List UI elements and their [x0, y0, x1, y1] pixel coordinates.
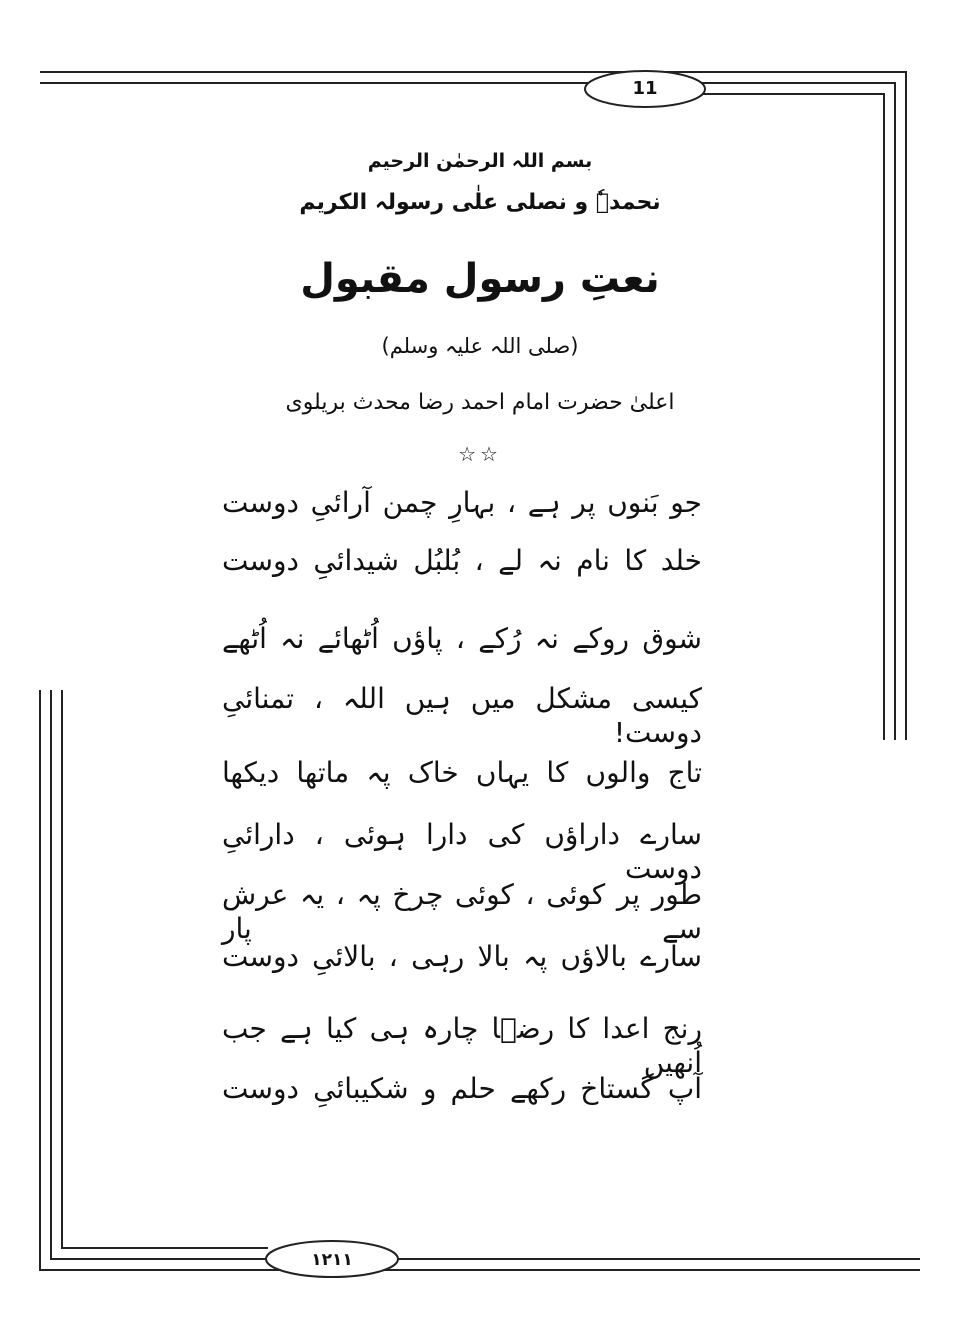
verse-line: رنج اعدا کا رضؔا چارہ ہی کیا ہے جب اُنھیں: [222, 1012, 702, 1079]
verse-line: تاج والوں کا یہاں خاک پہ ماتھا دیکھا: [222, 756, 702, 789]
verse-line: کیسی مشکل میں ہیں اللہ ، تمنائیِ دوست!: [222, 682, 702, 749]
verse-line: طور پر کوئی ، کوئی چرخ پہ ، یہ عرش سے پار: [222, 878, 702, 945]
verse-line: جو بَنوں پر ہے ، بہارِ چمن آرائیِ دوست: [222, 486, 702, 519]
verse-line: آپ گستاخ رکھے حلم و شکیبائیِ دوست: [222, 1072, 702, 1105]
page-number-top: 11: [632, 78, 658, 99]
verse-line: خلد کا نام نہ لے ، بُلبُل شیدائیِ دوست: [222, 544, 702, 577]
salutation: (صلی اللہ علیہ وسلم): [381, 334, 579, 358]
verse-line: شوق روکے نہ رُکے ، پاؤں اُٹھائے نہ اُٹھے: [222, 622, 702, 655]
star-ornament: ☆☆: [458, 442, 502, 466]
verse-line: سارے داراؤں کی دارا ہوئی ، دارائیِ دوست: [222, 818, 702, 885]
bismillah: بسم اللہ الرحمٰن الرحیم: [367, 150, 593, 172]
author-name: اعلیٰ حضرت امام احمد رضا محدث بریلوی: [285, 390, 675, 415]
page-title: نعتِ رسول مقبول: [300, 256, 660, 302]
hamd-line: نحمدہٗ و نصلی علٰی رسولہ الکریم: [299, 190, 661, 215]
verse-line: سارے بالاؤں پہ بالا رہی ، بالائیِ دوست: [222, 940, 702, 973]
page-number-bottom: ۱۲۱۱: [311, 1250, 353, 1270]
